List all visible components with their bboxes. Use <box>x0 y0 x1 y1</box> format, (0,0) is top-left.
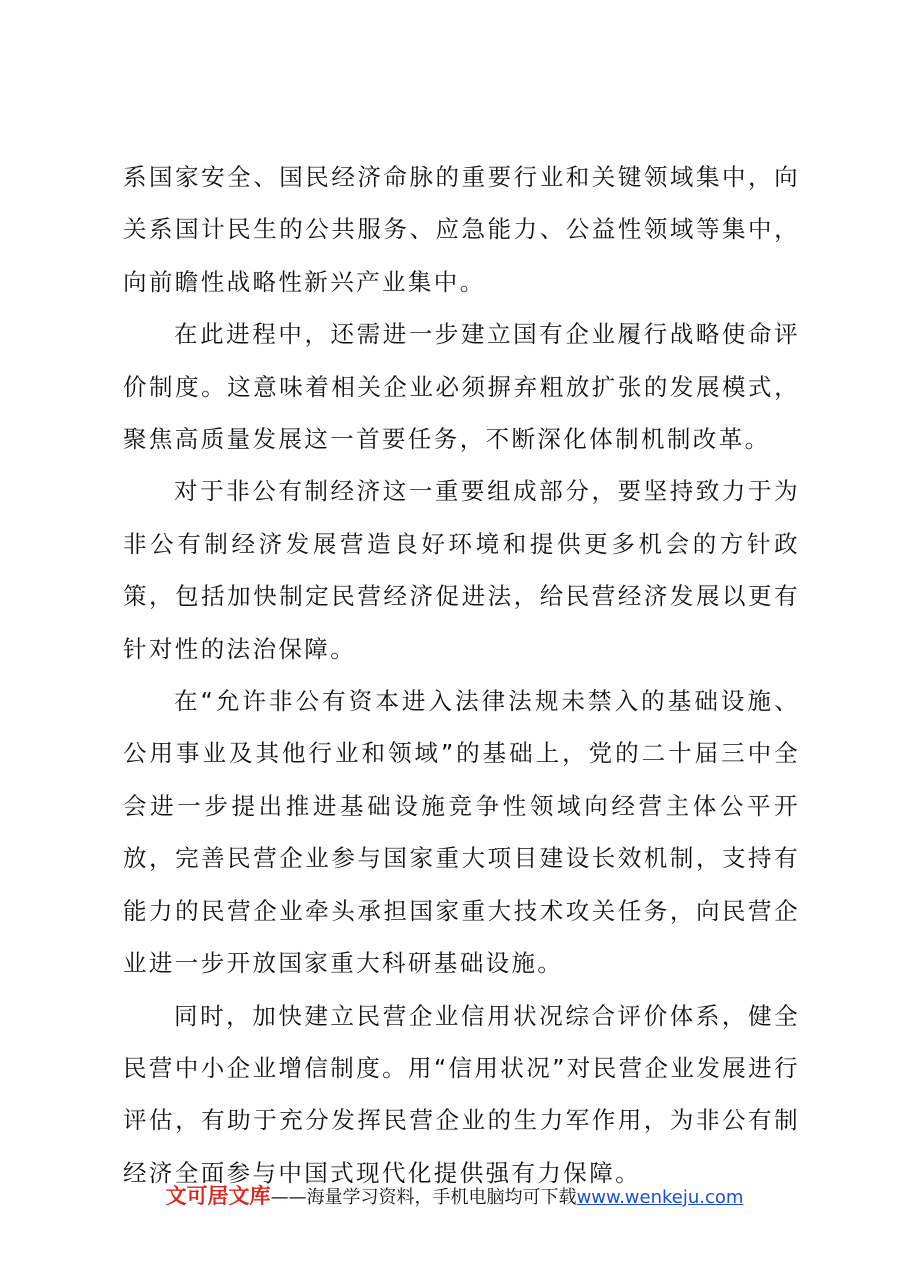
footer-slogan: ——海量学习资料，手机电脑均可下载 <box>270 1187 577 1208</box>
footer-brand: 文可居文库 <box>165 1184 271 1208</box>
document-body <box>123 151 800 1199</box>
paragraph-5: 同时，加快建立民营企业信用状况综合评价体系，健全民营中小企业增信制度。用“信用状况”对民营企业发展进行评估，有助于充分发挥民营企业的生力军作用，为非公有制经济全面参与中国式现代化提供强有力保障。 <box>123 1001 800 1187</box>
footer-url-link[interactable]: www.wenkeju.com <box>576 1187 744 1208</box>
paragraph-2: 在此进程中，还需进一步建立国有企业履行战略使命评价制度。这意味着相关企业必须摒弃粗放扩张的发展模式，聚焦高质量发展这一首要任务，不断深化体制机制改革。 <box>123 320 800 454</box>
footer <box>0 1180 909 1210</box>
paragraph-4: 在“允许非公有资本进入法律法规未禁入的基础设施、公用事业及其他行业和领域”的基础上，党的二十届三中全会进一步提出推进基础设施竞争性领域向经营主体公平开放，完善民营企业参与国家重大项目建设长效机制，支持有能力的民营企业牵头承担国家重大技术攻关任务，向民营企业进一步开放国家重大科研基础设施。 <box>123 687 800 978</box>
paragraph-3: 对于非公有制经济这一重要组成部分，要坚持致力于为非公有制经济发展营造良好环境和提供更多机会的方针政策，包括加快制定民营经济促进法，给民营经济发展以更有针对性的法治保障。 <box>123 477 800 663</box>
paragraph-1: 系国家安全、国民经济命脉的重要行业和关键领域集中，向关系国计民生的公共服务、应急能力、公益性领域等集中，向前瞻性战略性新兴产业集中。 <box>123 163 800 296</box>
